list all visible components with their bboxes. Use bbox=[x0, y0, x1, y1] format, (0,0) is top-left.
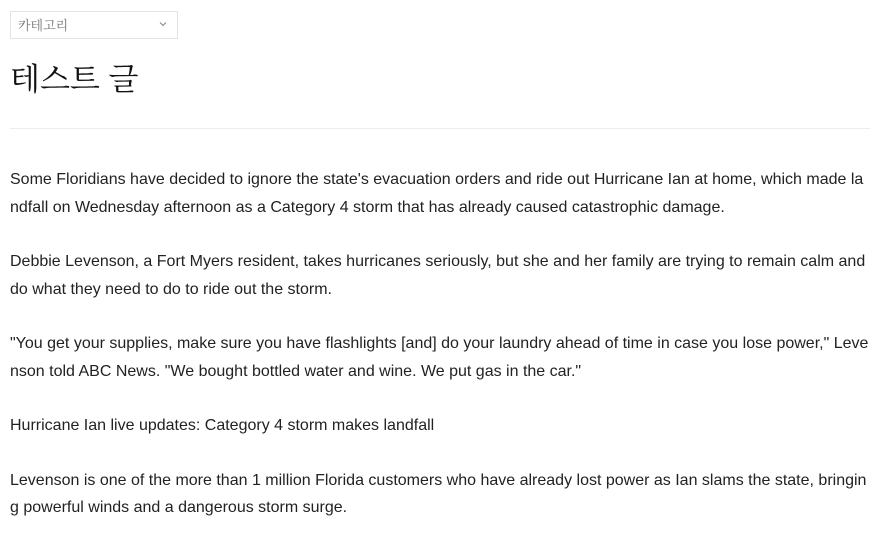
chevron-down-icon bbox=[158, 19, 168, 29]
title-divider bbox=[10, 128, 870, 129]
article-paragraph: Debbie Levenson, a Fort Myers resident, takes hurricanes seriously, but she and her family are trying to remain calm and do what they need to do to ride out the storm. bbox=[10, 253, 866, 298]
article-body bbox=[10, 166, 870, 549]
article-paragraph: Hurricane Ian live updates: Category 4 storm makes landfall bbox=[10, 417, 435, 434]
article-paragraph: Some Floridians have decided to ignore the state's evacuation orders and ride out Hurricane Ian at home, which made landfall on Wednesday afternoon as a Category 4 storm that has already caused catastrophic damage. bbox=[10, 171, 864, 216]
page-title: 테스트 글 bbox=[10, 62, 139, 97]
category-select[interactable] bbox=[10, 11, 178, 39]
article-paragraph: "You get your supplies, make sure you have flashlights [and] do your laundry ahead of time in case you lose power," Levenson told ABC News. "We bought bottled water and wine. We put gas in the car." bbox=[10, 335, 869, 380]
article-paragraph: Levenson is one of the more than 1 million Florida customers who have already lost power as Ian slams the state, bringing powerful winds and a dangerous storm surge. bbox=[10, 471, 867, 516]
category-select-label: 카테고리 bbox=[18, 18, 69, 33]
